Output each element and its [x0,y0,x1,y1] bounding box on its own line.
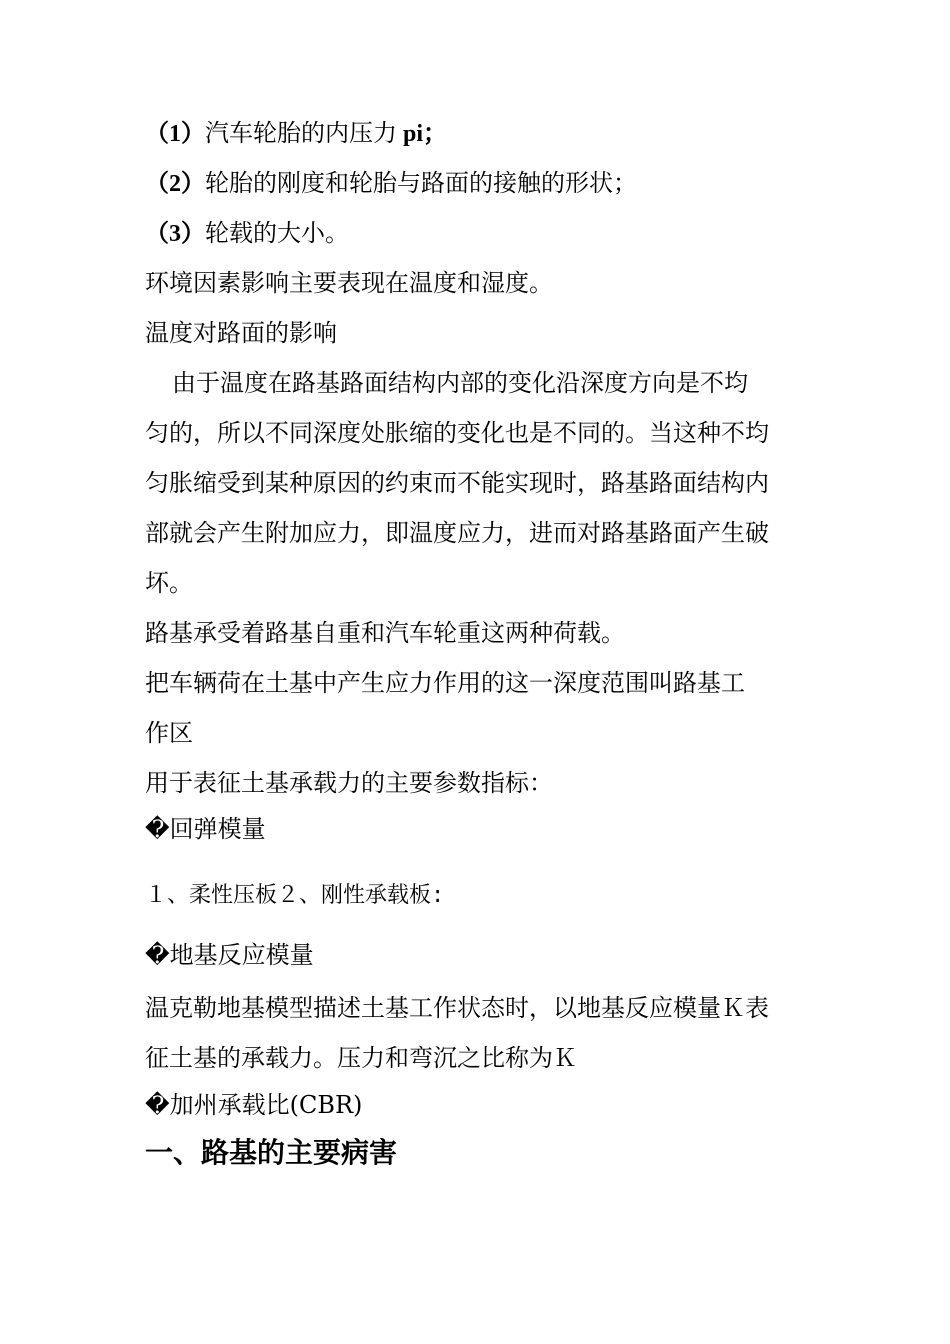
temp-para-line-3: 匀胀缩受到某种原因的约束而不能实现时，路基路面结构内 [145,469,769,497]
item-3-text: 轮载的大小。 [205,219,349,247]
temp-para-line-1: 由于温度在路基路面结构内部的变化沿深度方向是不均 [172,369,748,397]
bullet-reaction-modulus [145,940,314,970]
temp-para-line-2: 匀的，所以不同深度处胀缩的变化也是不同的。当这种不均 [145,419,769,447]
item-1 [145,118,447,149]
section-heading: 一、路基的主要病害 [145,1136,398,1169]
bullet-cbr [145,1090,362,1120]
bullet-icon: � [145,941,170,969]
item-1-tail: pi； [397,121,448,147]
temp-para-line-5: 坏。 [145,569,193,597]
env-factors-text: 环境因素影响主要表现在温度和湿度。 [145,269,553,297]
item-2 [145,168,637,199]
item-3-number: （3） [145,221,205,247]
reaction-modulus-label: 地基反应模量 [169,941,314,969]
item-2-text: 轮胎的刚度和轮胎与路面的接触的形状； [205,169,637,197]
loads-text: 路基承受着路基自重和汽车轮重这两种荷载。 [145,619,625,647]
item-1-number: （1） [145,121,205,147]
item-3 [145,218,349,249]
bullet-icon: � [145,815,170,843]
bullet-resilient-modulus [145,814,266,844]
bullet-icon: � [145,1091,170,1119]
temp-title: 温度对路面的影响 [145,319,337,347]
winkler-line-1: 温克勒地基模型描述土基工作状态时，以地基反应模量Ｋ表 [145,994,769,1022]
winkler-line-2: 征土基的承载力。压力和弯沉之比称为Ｋ [145,1044,577,1072]
plates-text: １、柔性压板２、刚性承载板: [145,884,445,909]
work-zone-line-1: 把车辆荷在土基中产生应力作用的这一深度范围叫路基工 [145,669,745,697]
resilient-modulus-label: 回弹模量 [169,815,266,843]
temp-para-line-4: 部就会产生附加应力，即温度应力，进而对路基路面产生破 [145,519,769,547]
params-title: 用于表征土基承载力的主要参数指标： [145,769,553,797]
item-2-number: （2） [145,171,205,197]
item-1-text: 汽车轮胎的内压力 [205,119,397,147]
work-zone-line-2: 作区 [145,719,193,747]
cbr-label: 加州承载比(CBR) [169,1091,363,1119]
